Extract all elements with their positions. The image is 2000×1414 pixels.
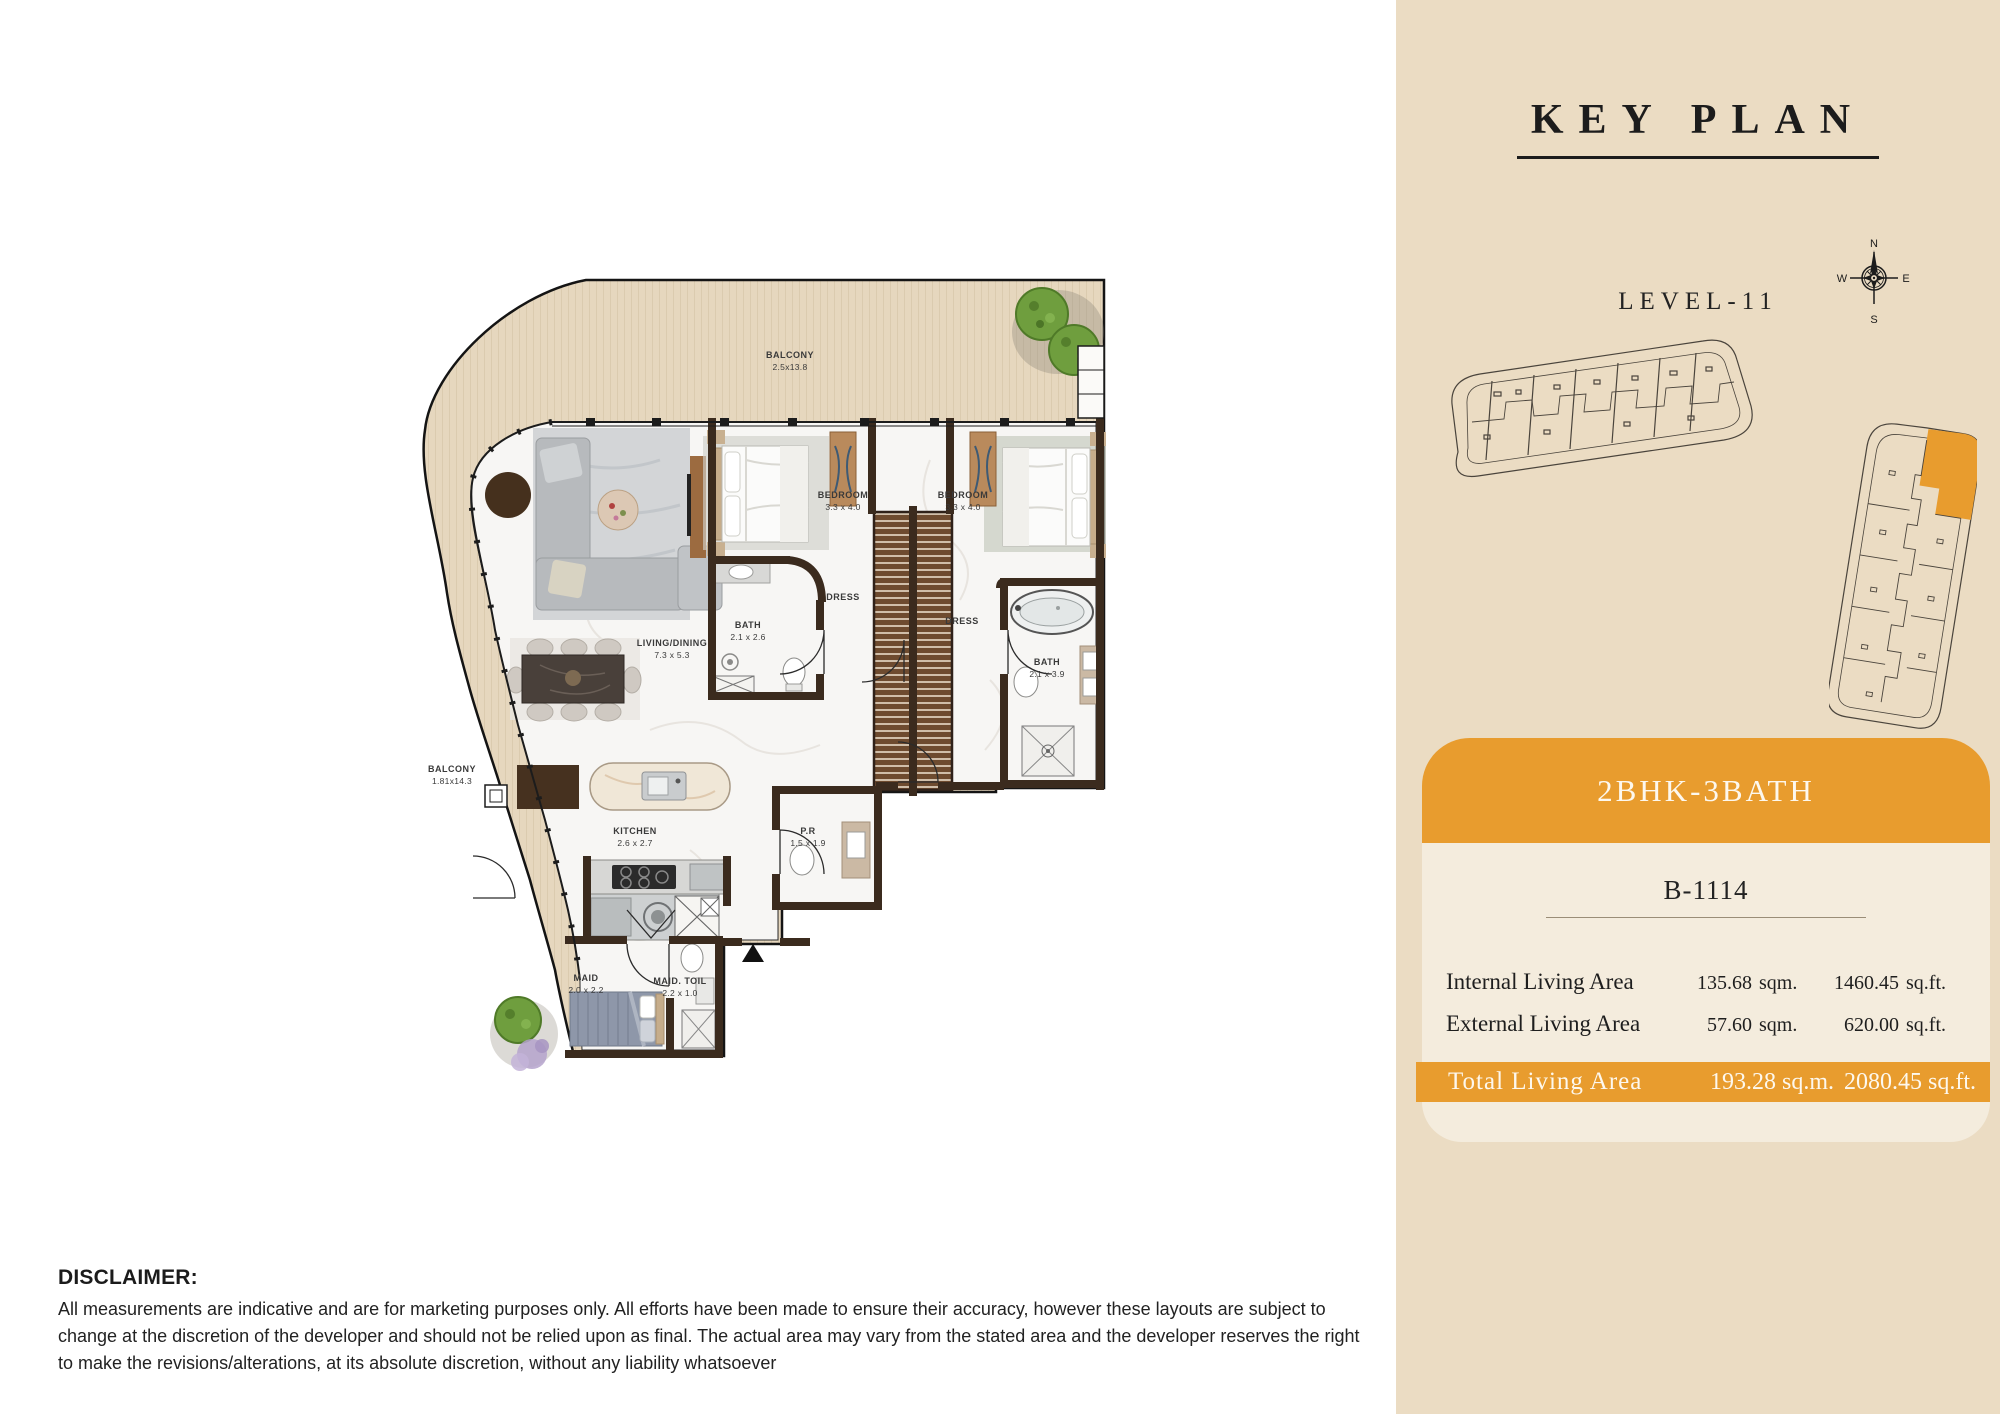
unit-number: B-1114 [1663, 875, 1749, 905]
svg-text:1.5 x 1.9: 1.5 x 1.9 [790, 838, 826, 848]
total-living-area-bar: Total Living Area 193.28 sq.m. 2080.45 sq.ft. [1416, 1062, 1990, 1102]
key-plan-level: LEVEL-11 [1618, 288, 1778, 315]
unit-type-header [1422, 738, 1990, 843]
svg-text:2.6 x 2.7: 2.6 x 2.7 [617, 838, 653, 848]
label-powder-room: P.R [800, 826, 816, 836]
svg-text:W: W [1836, 273, 1848, 285]
unit-card-body [1422, 843, 1990, 1142]
external-area-row: External Living Area 57.60 sqm. 620.00 sq.ft. [1446, 1011, 1946, 1036]
svg-text:1.81x14.3: 1.81x14.3 [431, 776, 473, 786]
svg-text:2.1 x 2.6: 2.1 x 2.6 [730, 632, 766, 642]
label-balcony-left: BALCONY [428, 764, 476, 774]
label-bedroom1: BEDROOM [817, 490, 869, 500]
highlighted-unit [1915, 428, 1977, 520]
label-dress2: DRESS [945, 616, 979, 626]
svg-text:2.1 x 3.9: 2.1 x 3.9 [1029, 669, 1065, 679]
unit-info-card [1422, 738, 1990, 1142]
bedroom2-furniture [984, 432, 1106, 558]
svg-text:N: N [1870, 238, 1878, 250]
key-plan-title: KEY PLAN [1396, 96, 2000, 159]
total-sqm: 193.28 sq.m. [1709, 1068, 1834, 1095]
internal-area-row: Internal Living Area 135.68 sqm. 1460.45 sq.ft. [1446, 969, 1946, 994]
label-maid-toilet: MAID. TOIL [653, 976, 707, 986]
key-plan-building-b [1829, 414, 1977, 740]
label-maid: MAID [573, 973, 599, 983]
external-sqft-value: 620.00 [1844, 1014, 1899, 1036]
dining-set [507, 638, 641, 721]
external-sqm-value: 57.60 [1707, 1014, 1752, 1036]
disclaimer [58, 1266, 1378, 1377]
svg-text:2.5x13.8: 2.5x13.8 [772, 362, 808, 372]
svg-text:S: S [1870, 314, 1878, 326]
disclaimer-body: All measurements are indicative and are for marketing purposes only. All efforts have been made to ensure their accuracy, however these layouts are subject to change at the discretion of the developer and should not be relied upon as final. The actual area may vary from the stated area and the developer reserves the right to make the revisions/alterations, at its absolute discretion, without any liability whatsoever [58, 1299, 1360, 1373]
label-kitchen: KITCHEN [613, 826, 657, 836]
svg-text:E: E [1902, 273, 1910, 285]
svg-text:7.3 x 5.3: 7.3 x 5.3 [654, 650, 690, 660]
unit-type-label: 2BHK-3BATH [1597, 772, 1815, 808]
entrance-arrow [742, 944, 764, 962]
bedroom1-furniture [703, 430, 829, 556]
floor-plan [390, 210, 1130, 1080]
label-bath1: BATH [734, 620, 762, 630]
internal-sqft-value: 1460.45 [1834, 972, 1899, 994]
svg-text:3.3 x 4.0: 3.3 x 4.0 [825, 502, 861, 512]
unit-number-divider [1546, 917, 1866, 918]
key-plan-panel [1396, 0, 2000, 1414]
total-sqft: 2080.45 sq.ft. [1844, 1068, 1976, 1095]
label-bedroom2: BEDROOM [937, 490, 989, 500]
svg-text:3.3 x 4.0: 3.3 x 4.0 [945, 502, 981, 512]
tv [687, 474, 691, 536]
round-side-table [485, 472, 531, 518]
key-plan-building-a [1424, 330, 1772, 490]
internal-sqm-value: 135.68 [1697, 972, 1752, 994]
label-dress1: DRESS [826, 592, 860, 602]
disclaimer-title: DISCLAIMER: [58, 1266, 198, 1289]
label-bath2: BATH [1033, 657, 1061, 667]
label-living-dining: LIVING/DINING [636, 638, 708, 648]
label-balcony-top: BALCONY [766, 350, 814, 360]
svg-text:2.0 x 2.2: 2.0 x 2.2 [568, 985, 604, 995]
compass-icon [1833, 238, 1915, 328]
svg-text:2.2 x 1.0: 2.2 x 1.0 [662, 988, 698, 998]
